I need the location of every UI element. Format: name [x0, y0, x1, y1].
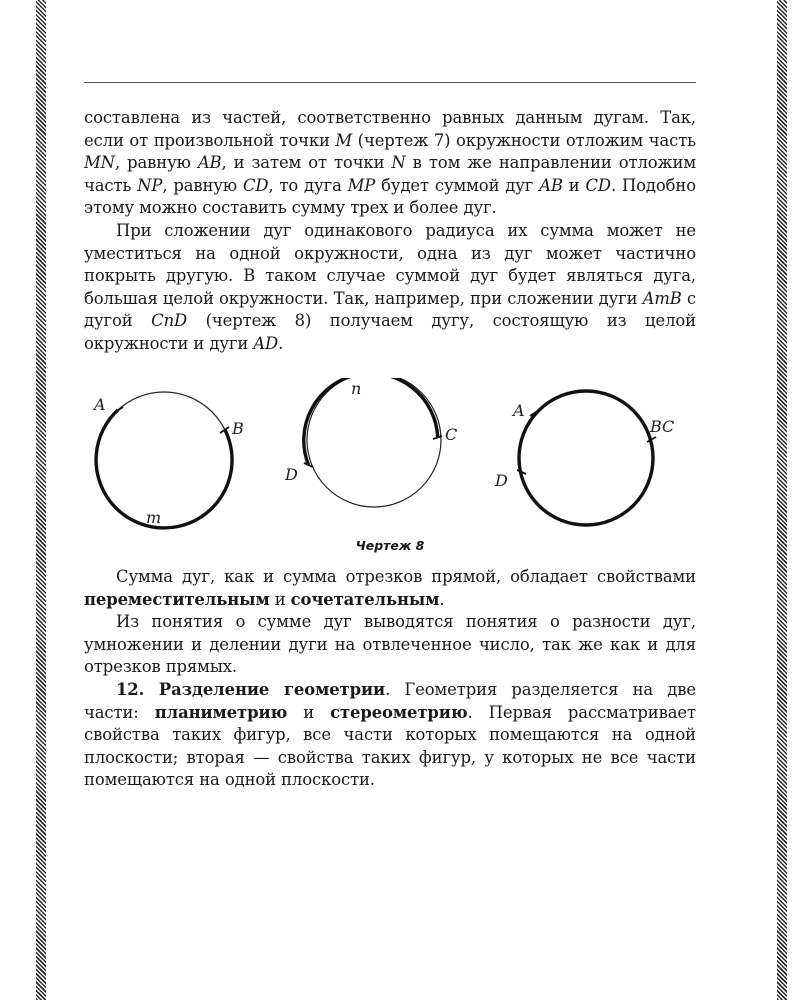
italic-run: CnD [151, 311, 188, 331]
bold-run: планиметрию [154, 702, 288, 722]
text-run: , то дуга [268, 175, 348, 195]
italic-run: AD [253, 333, 279, 353]
bold-run: стереометрию [330, 702, 468, 722]
text-run: составлена из частей, соответственно равных данным дугам. Так, если от произвольной точки [84, 108, 696, 150]
label-A: A [94, 395, 106, 414]
decorative-border-right [777, 0, 787, 1000]
text-run: с дугой [84, 288, 696, 331]
text-run: . Подобно этому можно составить сумму трех и более дуг. [84, 175, 697, 218]
paragraph-properties [84, 566, 696, 611]
label-D3: D [495, 471, 508, 490]
figure-caption: Чертеж 8 [355, 538, 425, 553]
text-run: будет суммой дуг [375, 175, 540, 195]
text-run: При сложении дуг одинакового радиуса их сумма может не уместиться на одной окружности, одна из дуг может частично покрыть другую. В таком случае суммой дуг будет являться дуга, большая целой окружности. Так, например, при сложении дуги [84, 220, 696, 308]
header-rule [84, 82, 696, 83]
text-run: и [269, 589, 291, 609]
text-run: . Первая рассматривает свойства таких фигур, все части которых помещаются на одной плоскости; вторая — свойства таких фигур, у которых не все части помещаются на одной плоскости. [84, 702, 697, 790]
italic-run: N [391, 153, 406, 173]
text-run: . [278, 333, 284, 353]
bold-run: 12. Разделение геометрии [116, 679, 386, 699]
text-block-bottom [84, 566, 696, 792]
text-run: и [562, 175, 586, 195]
circle-1 [92, 392, 244, 528]
italic-run: AB [197, 153, 222, 173]
text-run: Сумма дуг, как и сумма отрезков прямой, обладает свойствами [116, 567, 696, 586]
text-block-top [84, 107, 696, 356]
label-C: C [445, 425, 458, 444]
paragraph-arc-sum [84, 107, 696, 220]
italic-run: CD [242, 175, 269, 195]
paragraph-geometry-division [84, 679, 696, 792]
label-A3: A [513, 401, 525, 420]
paragraph-arc-overlap [84, 220, 696, 356]
italic-run: NP [137, 175, 163, 195]
italic-run: MP [347, 175, 376, 195]
text-run: , равную [162, 175, 243, 195]
text-run: . Геометрия разделяется на две части: [84, 679, 697, 722]
arc-AmB [96, 410, 232, 528]
label-m: m [146, 508, 162, 527]
text-run: (чертеж 8) получаем дугу, состоящую из целой окружности и дуги [84, 311, 696, 353]
circle-3 [494, 391, 674, 525]
decorative-border-left [36, 0, 46, 1000]
label-BC: BC [650, 417, 675, 436]
bold-run: сочетательным [290, 589, 440, 609]
text-run: в том же направлении отложим часть [84, 153, 697, 195]
circle-2 [284, 378, 457, 507]
bold-run: переместительным [84, 589, 270, 609]
arc-CnD [304, 378, 438, 465]
text-run: Из понятия о сумме дуг выводятся понятия о разности дуг, умножении и делении дуги на отвлеченное число, так же как и для отрезков прямых. [84, 612, 696, 677]
text-run: , равную [114, 153, 198, 173]
text-run: и [287, 702, 331, 722]
figure-8-diagram [84, 378, 700, 538]
label-n: n [351, 379, 362, 398]
text-run: (чертеж 7) окружности отложим часть [352, 130, 697, 150]
italic-run: AmB [642, 288, 682, 308]
italic-run: CD [585, 175, 611, 195]
paragraph-difference [84, 611, 696, 679]
label-B: B [232, 419, 244, 438]
tick-A [114, 407, 123, 413]
italic-run: MN [84, 153, 115, 173]
italic-run: AB [539, 175, 563, 195]
label-D: D [285, 465, 298, 484]
text-run: . [439, 589, 445, 609]
text-run: , и затем от точки [221, 153, 392, 173]
italic-run: M [335, 130, 353, 150]
